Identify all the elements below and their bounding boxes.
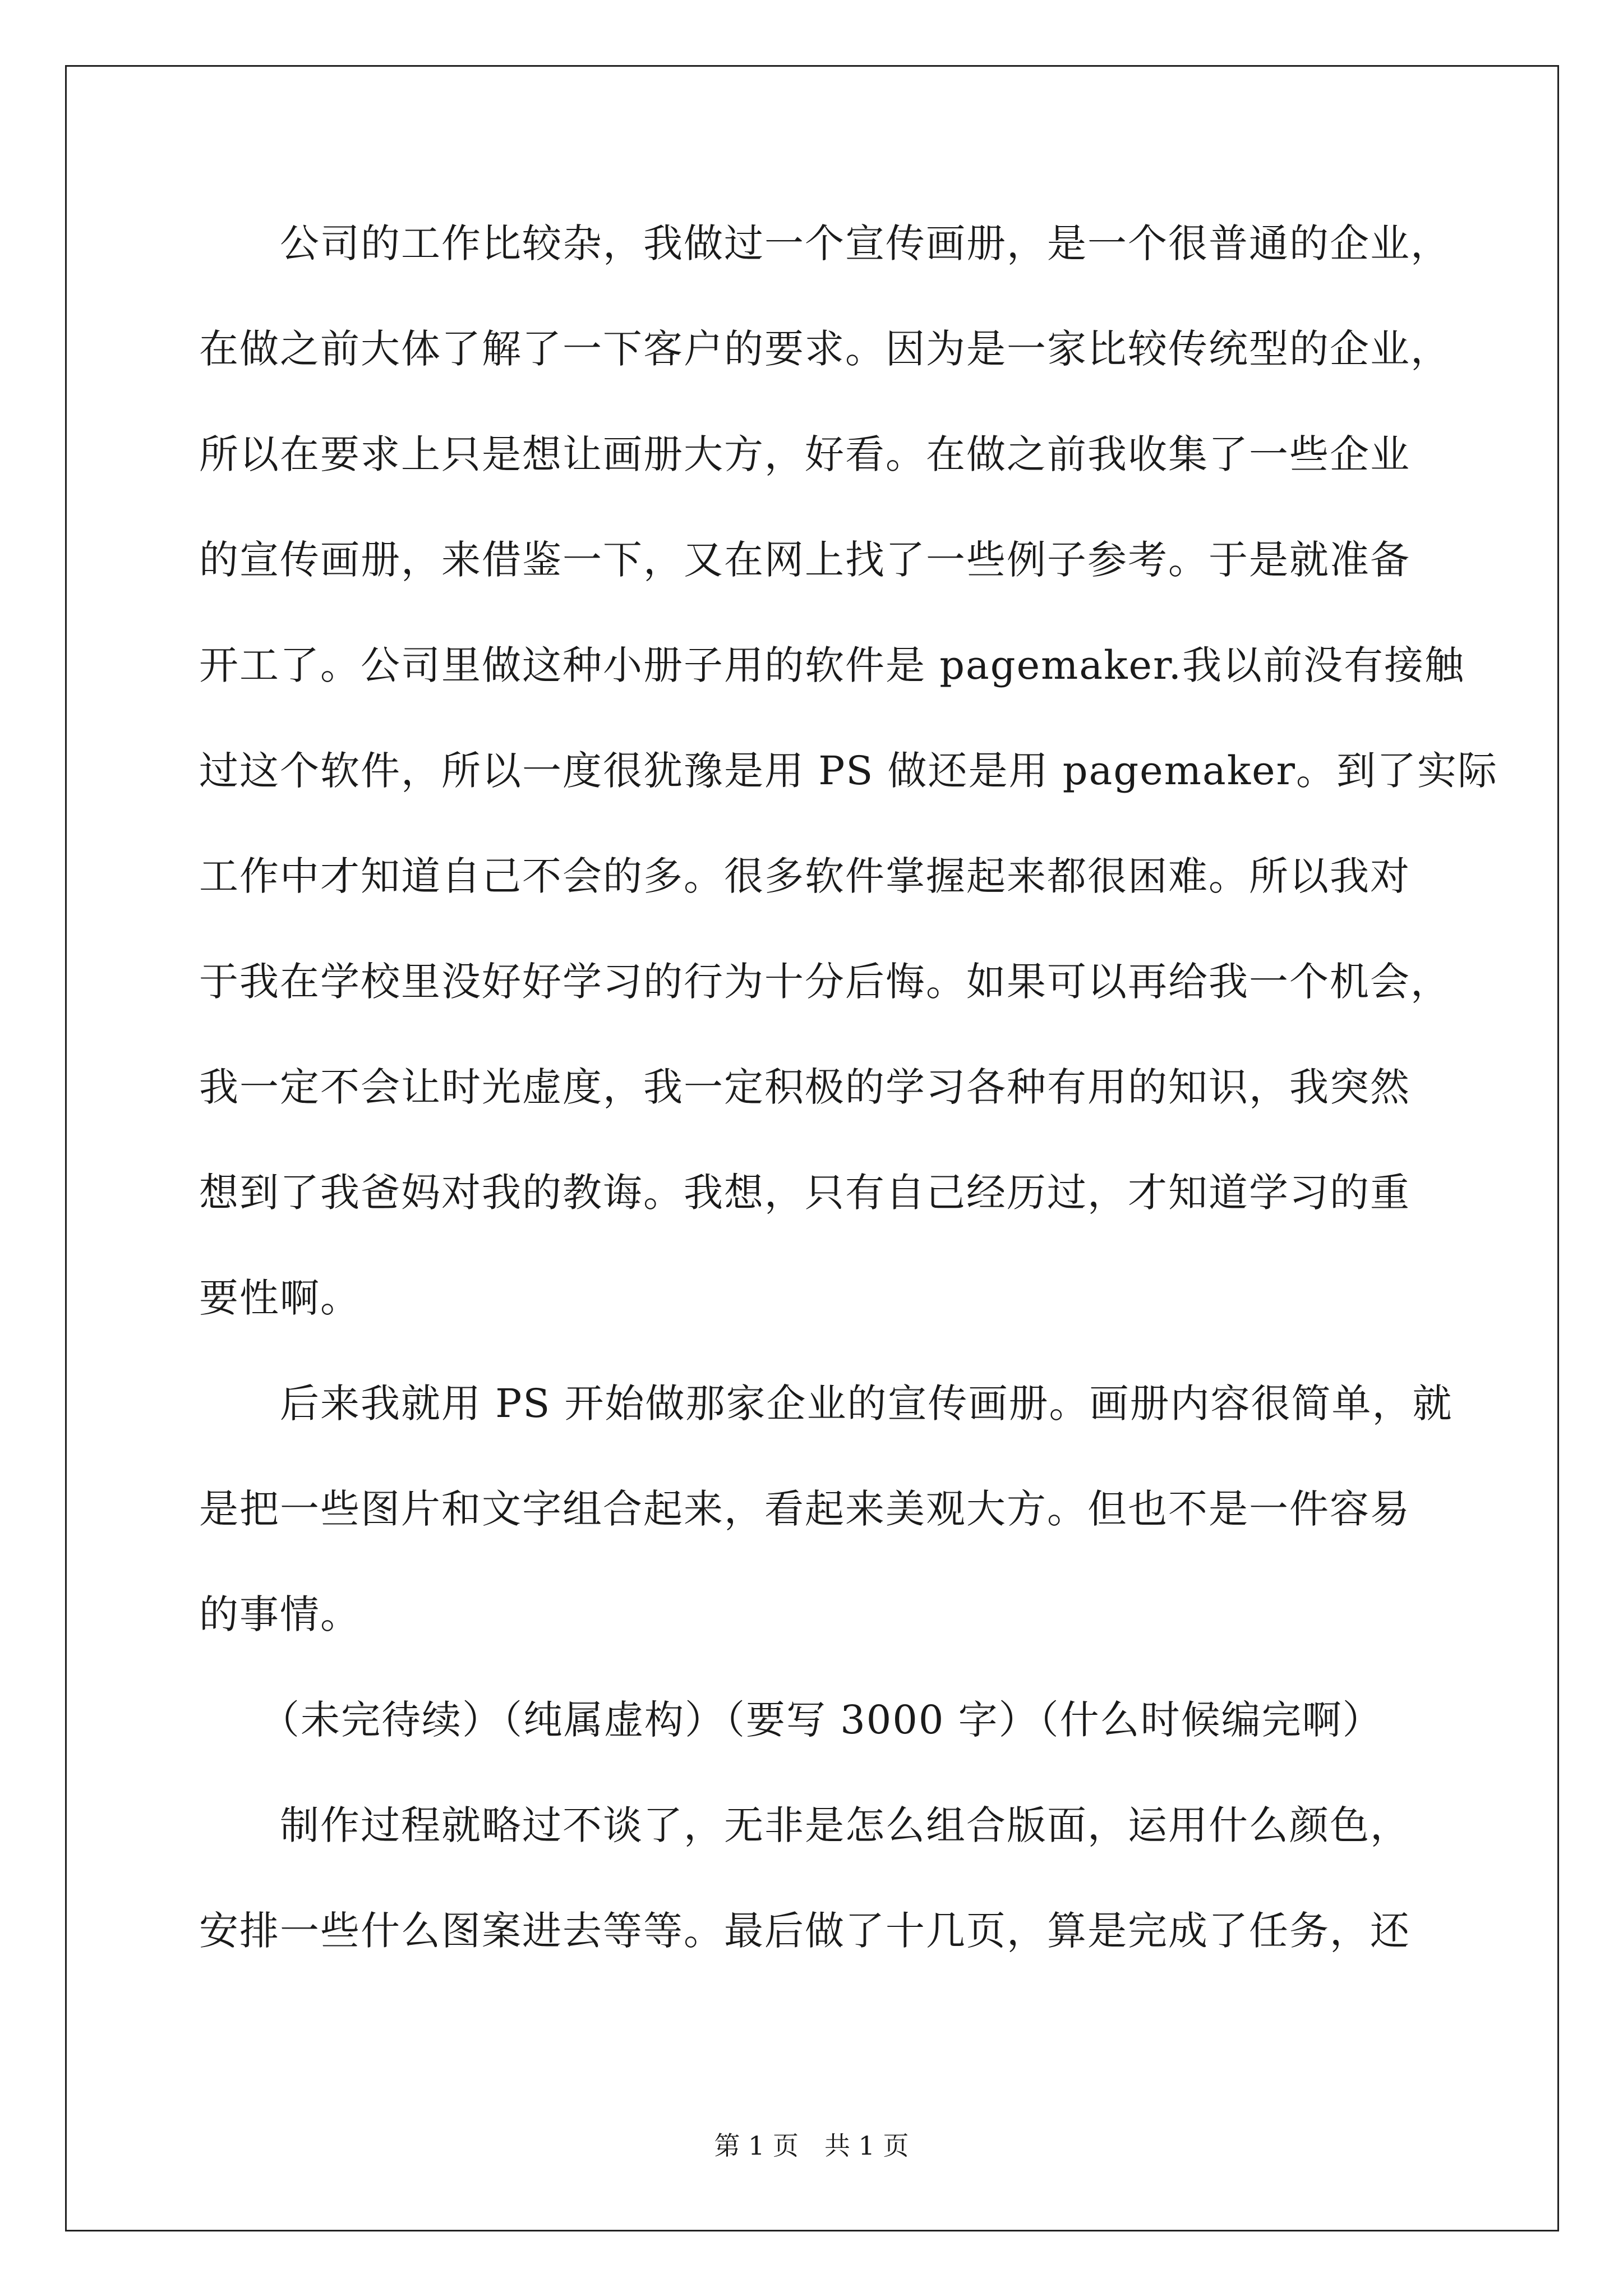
text-line: 想到了我爸妈对我的教诲。我想，只有自己经历过，才知道学习的重 — [199, 1170, 1410, 1216]
text-line: 在做之前大体了解了一下客户的要求。因为是一家比较传统型的企业， — [199, 326, 1451, 372]
document-body — [199, 191, 1498, 1984]
text-line: 开工了。公司里做这种小册子用的软件是 pagemaker.我以前没有接触 — [199, 642, 1465, 688]
text-line: 所以在要求上只是想让画册大方，好看。在做之前我收集了一些企业 — [199, 431, 1410, 477]
text-line: 要性啊。 — [199, 1275, 361, 1321]
text-line: 公司的工作比较杂，我做过一个宣传画册，是一个很普通的企业， — [199, 220, 1451, 266]
text-line: 过这个软件，所以一度很犹豫是用 PS 做还是用 pagemaker。到了实际 — [199, 748, 1498, 794]
text-line: 于我在学校里没好好学习的行为十分后悔。如果可以再给我一个机会， — [199, 959, 1451, 1005]
page-number-footer: 第 1 页 共 1 页 — [714, 2131, 909, 2161]
text-line: 后来我就用 PS 开始做那家企业的宣传画册。画册内容很简单，就 — [199, 1381, 1453, 1427]
text-line: 安排一些什么图案进去等等。最后做了十几页，算是完成了任务，还 — [199, 1908, 1410, 1954]
text-line: （未完待续）（纯属虚构）（要写 3000 字）（什么时候编完啊） — [199, 1697, 1383, 1743]
text-line: 我一定不会让时光虚度，我一定积极的学习各种有用的知识，我突然 — [199, 1064, 1410, 1110]
text-line: 的事情。 — [199, 1591, 361, 1637]
text-line: 工作中才知道自己不会的多。很多软件掌握起来都很困难。所以我对 — [199, 853, 1410, 899]
text-line: 的宣传画册，来借鉴一下，又在网上找了一些例子参考。于是就准备 — [199, 537, 1410, 583]
text-line: 制作过程就略过不谈了，无非是怎么组合版面，运用什么颜色， — [199, 1802, 1410, 1848]
text-line: 是把一些图片和文字组合起来，看起来美观大方。但也不是一件容易 — [199, 1486, 1410, 1532]
